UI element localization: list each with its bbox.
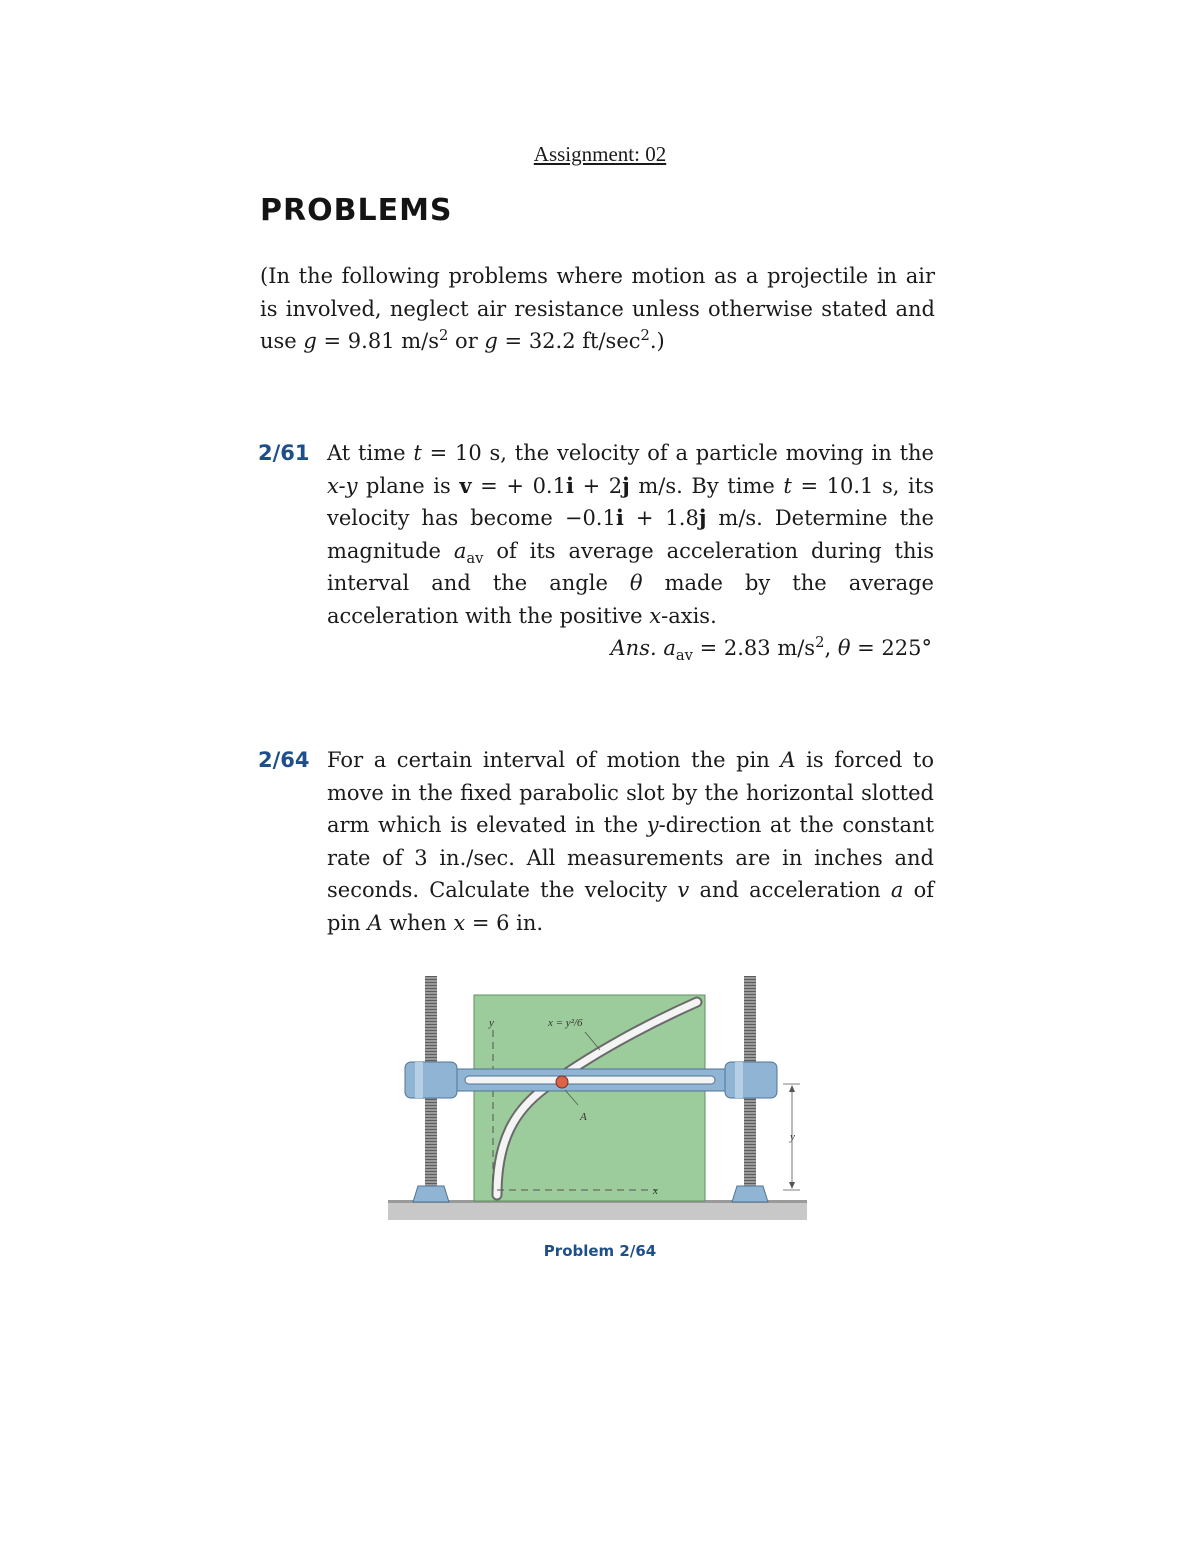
equation-label: x = y²/6: [548, 1017, 583, 1029]
intro-g-exponent: 2: [439, 327, 449, 344]
dimension-arrow-up: [789, 1085, 795, 1092]
intro-g2-exponent: 2: [640, 327, 650, 344]
pin-label: A: [580, 1111, 587, 1123]
problem-answer: Ans. $a_{av} = 2.83$ $m/s^2$, θ = 225°: [610, 634, 932, 665]
intro-end: .): [649, 329, 665, 353]
right-collar-highlight: [735, 1062, 743, 1098]
slotted-arm-figure: [385, 970, 810, 1225]
pin-a: [556, 1076, 568, 1088]
arm-slot: [465, 1076, 715, 1084]
problem-number: 2/61: [258, 441, 310, 465]
intro-text: (In the following problems where motion as a projectile in air is involved, neglect air resistance unless otherwise stated and use: [260, 264, 935, 353]
problem-2-61: [258, 437, 934, 665]
fixed-plate: [474, 995, 705, 1201]
figure-caption: Problem 2/64: [543, 1242, 657, 1260]
left-base: [413, 1186, 449, 1202]
assignment-title: Assignment: 02: [533, 142, 667, 166]
dimension-arrow-down: [789, 1182, 795, 1189]
right-base: [732, 1186, 768, 1202]
intro-g-value: = 9.81 m/s: [316, 329, 440, 353]
intro-or: or: [448, 329, 485, 353]
section-heading: PROBLEMS: [260, 193, 453, 228]
problem-statement: For a certain interval of motion the pin A is forced to move in the fixed parabolic slot by the horizontal slotted arm which is elevated in the y-direction at the constant rate of 3 in./sec. All measurements are in inches and seconds. Calculate the velocity v and acceleration a of pin A when x = 6 in.: [327, 748, 935, 935]
intro-g-symbol: g: [303, 329, 317, 353]
ground: [388, 1202, 807, 1220]
left-collar-highlight: [415, 1062, 423, 1098]
left-collar: [405, 1062, 457, 1098]
right-collar: [725, 1062, 777, 1098]
intro-g2-value: = 32.2 ft/sec: [497, 329, 641, 353]
dimension-label: y: [790, 1131, 795, 1143]
intro-g2-symbol: g: [484, 329, 498, 353]
intro-paragraph: [260, 260, 935, 358]
y-axis-label: y: [489, 1017, 494, 1029]
problem-statement: At time t = 10 s, the velocity of a particle moving in the x-y plane is v = + 0.1i + 2j m/s. By time t = 10.1 s, its velocity has become −0.1i + 1.8j m/s. Determine the magnitude $a_{av}$ of its average acceleration during this interval and the angle θ made by the average acceleration with the positive x-axis.: [327, 441, 934, 628]
x-axis-label: x: [653, 1185, 658, 1197]
problem-number: 2/64: [258, 748, 310, 772]
problem-2-64: [258, 744, 934, 939]
